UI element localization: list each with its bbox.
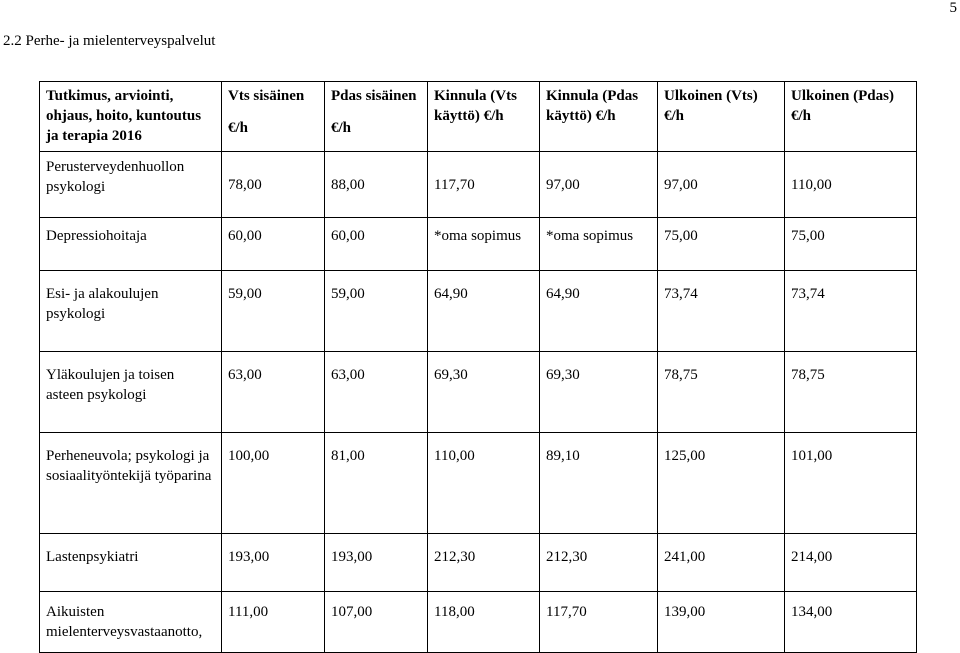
table-cell: 139,00 [658,592,785,653]
page-number: 5 [949,0,957,16]
column-unit: €/h [791,108,812,124]
row-label: Yläkoulujen ja toisen asteen psykologi [40,352,222,433]
table-cell: 107,00 [325,592,428,653]
table-cell: 78,75 [785,352,917,433]
table-cell: 63,00 [222,352,325,433]
table-header-row [40,82,917,152]
table-corner-header: Tutkimus, arviointi, ohjaus, hoito, kuntoutus ja terapia 2016 [40,82,222,152]
table-cell: 75,00 [658,218,785,271]
table-cell: 64,90 [428,271,540,352]
table-cell: 101,00 [785,433,917,534]
table-cell: 117,70 [428,152,540,218]
table-cell: 89,10 [540,433,658,534]
table-row [40,218,917,271]
column-header [325,82,428,152]
column-title: Ulkoinen (Pdas) [791,88,894,104]
table-cell: 97,00 [658,152,785,218]
row-label: Perheneuvola; psykologi ja sosiaalityöntekijä työparina [40,433,222,534]
table-row [40,592,917,653]
column-header [428,82,540,152]
table-cell: *oma sopimus [428,218,540,271]
row-label: Perusterveydenhuollon psykologi [40,152,222,218]
column-unit: €/h [228,120,249,136]
table-cell: 111,00 [222,592,325,653]
table-cell: 81,00 [325,433,428,534]
table-cell: 60,00 [325,218,428,271]
table-cell: 212,30 [428,534,540,592]
table-cell: 78,00 [222,152,325,218]
table-cell: 59,00 [325,271,428,352]
row-label: Depressiohoitaja [40,218,222,271]
table-cell: 193,00 [325,534,428,592]
table-row [40,152,917,218]
section-heading: 2.2 Perhe- ja mielenterveyspalvelut [3,33,216,49]
table-cell: 134,00 [785,592,917,653]
table-cell: 125,00 [658,433,785,534]
table-cell: 63,00 [325,352,428,433]
table-cell: 193,00 [222,534,325,592]
row-label: Lastenpsykiatri [40,534,222,592]
table-cell: 69,30 [540,352,658,433]
table-cell: 59,00 [222,271,325,352]
row-label: Aikuisten mielenterveysvastaanotto, [40,592,222,653]
column-header [785,82,917,152]
table-cell: 118,00 [428,592,540,653]
column-title: Pdas sisäinen [331,88,417,104]
column-unit: €/h [331,120,352,136]
price-table [39,81,917,653]
table-row [40,534,917,592]
table-cell: 110,00 [785,152,917,218]
column-title: Vts sisäinen [228,88,305,104]
table-cell: 73,74 [785,271,917,352]
table-cell: 117,70 [540,592,658,653]
column-header [540,82,658,152]
table-row [40,433,917,534]
column-unit: €/h [664,108,685,124]
table-cell: 214,00 [785,534,917,592]
column-title: Ulkoinen (Vts) [664,88,758,104]
table-cell: 97,00 [540,152,658,218]
table-cell: 73,74 [658,271,785,352]
column-header [658,82,785,152]
table-cell: 241,00 [658,534,785,592]
column-title: Kinnula (Vts käyttö) [434,88,517,124]
table-cell: 78,75 [658,352,785,433]
column-unit: €/h [483,108,504,124]
table-cell: 60,00 [222,218,325,271]
column-unit: €/h [595,108,616,124]
table-row [40,352,917,433]
row-label: Esi- ja alakoulujen psykologi [40,271,222,352]
table-cell: 100,00 [222,433,325,534]
table-cell: 212,30 [540,534,658,592]
column-title: Kinnula (Pdas käyttö) [546,88,639,124]
table-cell: 69,30 [428,352,540,433]
table-cell: 110,00 [428,433,540,534]
table-row [40,271,917,352]
table-cell: 88,00 [325,152,428,218]
table-cell: 64,90 [540,271,658,352]
table-cell: 75,00 [785,218,917,271]
column-header [222,82,325,152]
table-cell: *oma sopimus [540,218,658,271]
